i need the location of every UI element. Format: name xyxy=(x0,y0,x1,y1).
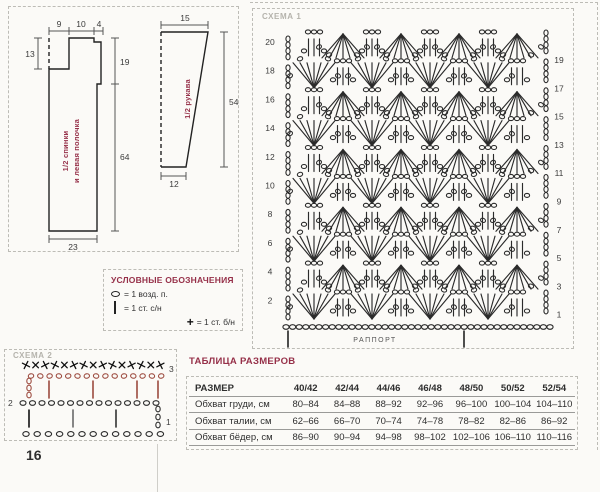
pattern-pieces-panel xyxy=(8,6,239,252)
chart1-right-row-number: 7 xyxy=(556,224,562,235)
chart1-panel xyxy=(252,8,574,349)
sc-plus-icon: + xyxy=(186,315,194,329)
size-table-cell: 74–78 xyxy=(409,413,450,430)
size-table-cell: 106–110 xyxy=(492,429,533,446)
size-table-cell: 110–116 xyxy=(534,429,575,446)
size-table-cell: 94–98 xyxy=(368,429,409,446)
page-top-dash-line xyxy=(250,2,598,3)
size-table-panel xyxy=(186,376,578,450)
size-table-cell: 86–90 xyxy=(285,429,326,446)
size-table-cell: 96–100 xyxy=(451,396,492,413)
chart2-row2-number: 2 xyxy=(8,398,13,408)
chart1-left-row-number: 12 xyxy=(265,151,275,162)
pattern-pieces-diagram xyxy=(9,7,240,253)
chart1-left-row-number: 10 xyxy=(265,180,275,191)
legend-panel xyxy=(103,269,243,331)
size-table-cell: 100–104 xyxy=(492,396,533,413)
size-table-header-cell: 50/52 xyxy=(492,380,533,396)
size-table-cell: 70–74 xyxy=(368,413,409,430)
size-table-cell: 66–70 xyxy=(326,413,367,430)
legend-item-dc-text: = 1 ст. с/н xyxy=(124,302,162,313)
chart2-title: СХЕМА 2 xyxy=(13,351,53,360)
size-table-row xyxy=(189,396,575,413)
size-table xyxy=(189,380,575,446)
size-table-header-cell: 48/50 xyxy=(451,380,492,396)
chart1-left-row-number: 2 xyxy=(267,295,273,306)
page-number: 16 xyxy=(26,447,42,463)
size-table-cell: 80–84 xyxy=(285,396,326,413)
body-length-19-label: 19 xyxy=(120,57,130,67)
rapport-label: РАППОРТ xyxy=(353,337,397,344)
size-table-row-label: Обхват бёдер, см xyxy=(189,429,285,446)
size-table-cell: 98–102 xyxy=(409,429,450,446)
chart2-row3-number: 3 xyxy=(169,364,174,374)
legend-item-chain xyxy=(111,289,235,299)
size-table-row-label: Обхват груди, см xyxy=(189,396,285,413)
sleeve-length-54-label: 54 xyxy=(229,97,239,107)
chart1-right-row-number: 11 xyxy=(554,168,564,179)
chart2-diagram xyxy=(5,350,178,442)
chart1-left-row-number: 20 xyxy=(265,37,275,47)
chart1-title: СХЕМА 1 xyxy=(262,12,302,21)
size-table-header-cell: 42/44 xyxy=(326,380,367,396)
body-piece-label-line2: и левая полочка xyxy=(72,119,81,183)
chart2-row1-number: 1 xyxy=(166,417,171,427)
dc-bar-icon xyxy=(114,301,116,314)
chart1-right-row-number: 5 xyxy=(556,253,562,264)
chart1-left-row-number: 6 xyxy=(267,237,273,248)
sleeve-piece-label: 1/2 рукава xyxy=(183,79,192,119)
legend-item-sc xyxy=(111,317,235,327)
size-table-cell: 92–96 xyxy=(409,396,450,413)
chart1-diagram xyxy=(253,9,575,350)
chart1-left-row-number: 16 xyxy=(265,94,275,105)
column-divider-line xyxy=(157,444,158,492)
chart1-right-row-number: 15 xyxy=(554,111,564,122)
body-left-dimension xyxy=(34,38,42,69)
size-table-cell: 82–86 xyxy=(492,413,533,430)
body-width-9-label: 9 xyxy=(56,19,62,29)
chart1-right-row-number: 9 xyxy=(556,196,562,207)
chart1-right-row-number: 17 xyxy=(554,83,564,94)
size-table-header-cell: 40/42 xyxy=(285,380,326,396)
sleeve-side-dimension xyxy=(220,32,228,167)
size-table-row xyxy=(189,429,575,446)
sleeve-width-15-label: 15 xyxy=(180,13,190,23)
body-piece-label-line1: 1/2 спинки xyxy=(61,130,70,172)
chart1-right-row-number: 13 xyxy=(554,139,564,150)
body-length-64-label: 64 xyxy=(120,152,130,162)
size-table-cell: 102–106 xyxy=(451,429,492,446)
size-table-cell: 62–66 xyxy=(285,413,326,430)
chart1-left-row-number: 8 xyxy=(267,209,273,220)
size-table-cell: 84–88 xyxy=(326,396,367,413)
chart1-right-row-number: 19 xyxy=(554,55,564,65)
legend-item-chain-text: = 1 возд. п. xyxy=(124,289,168,299)
size-table-title: ТАБЛИЦА РАЗМЕРОВ xyxy=(189,356,296,367)
chart1-left-row-number: 18 xyxy=(265,65,275,76)
page-right-dash-line xyxy=(597,2,598,450)
chart1-right-row-number: 1 xyxy=(556,309,562,320)
chart1-right-row-number: 3 xyxy=(556,281,562,292)
body-width-4-label: 4 xyxy=(96,19,102,29)
size-table-header-cell: 44/46 xyxy=(368,380,409,396)
chain-oval-icon xyxy=(111,291,120,297)
size-table-header-cell: РАЗМЕР xyxy=(189,380,285,396)
chart1-left-row-number: 14 xyxy=(265,123,275,134)
size-table-cell: 104–110 xyxy=(534,396,575,413)
size-table-header-cell: 46/48 xyxy=(409,380,450,396)
size-table-cell: 90–94 xyxy=(326,429,367,446)
size-table-cell: 78–82 xyxy=(451,413,492,430)
body-depth-13-label: 13 xyxy=(25,49,35,59)
chart1-left-row-number: 4 xyxy=(267,266,273,277)
size-table-row-label: Обхват талии, см xyxy=(189,413,285,430)
size-table-row xyxy=(189,413,575,430)
sleeve-width-12-label: 12 xyxy=(169,179,179,189)
body-width-23-label: 23 xyxy=(68,242,78,252)
legend-title: УСЛОВНЫЕ ОБОЗНАЧЕНИЯ xyxy=(111,275,234,285)
legend-item-sc-text: = 1 ст. б/н xyxy=(196,317,235,327)
size-table-cell: 88–92 xyxy=(368,396,409,413)
body-width-10-label: 10 xyxy=(76,19,86,29)
body-right-dimension xyxy=(111,38,119,231)
size-table-header-cell: 52/54 xyxy=(534,380,575,396)
chart2-panel xyxy=(4,349,177,441)
size-table-cell: 86–92 xyxy=(534,413,575,430)
legend-item-dc xyxy=(111,301,235,314)
